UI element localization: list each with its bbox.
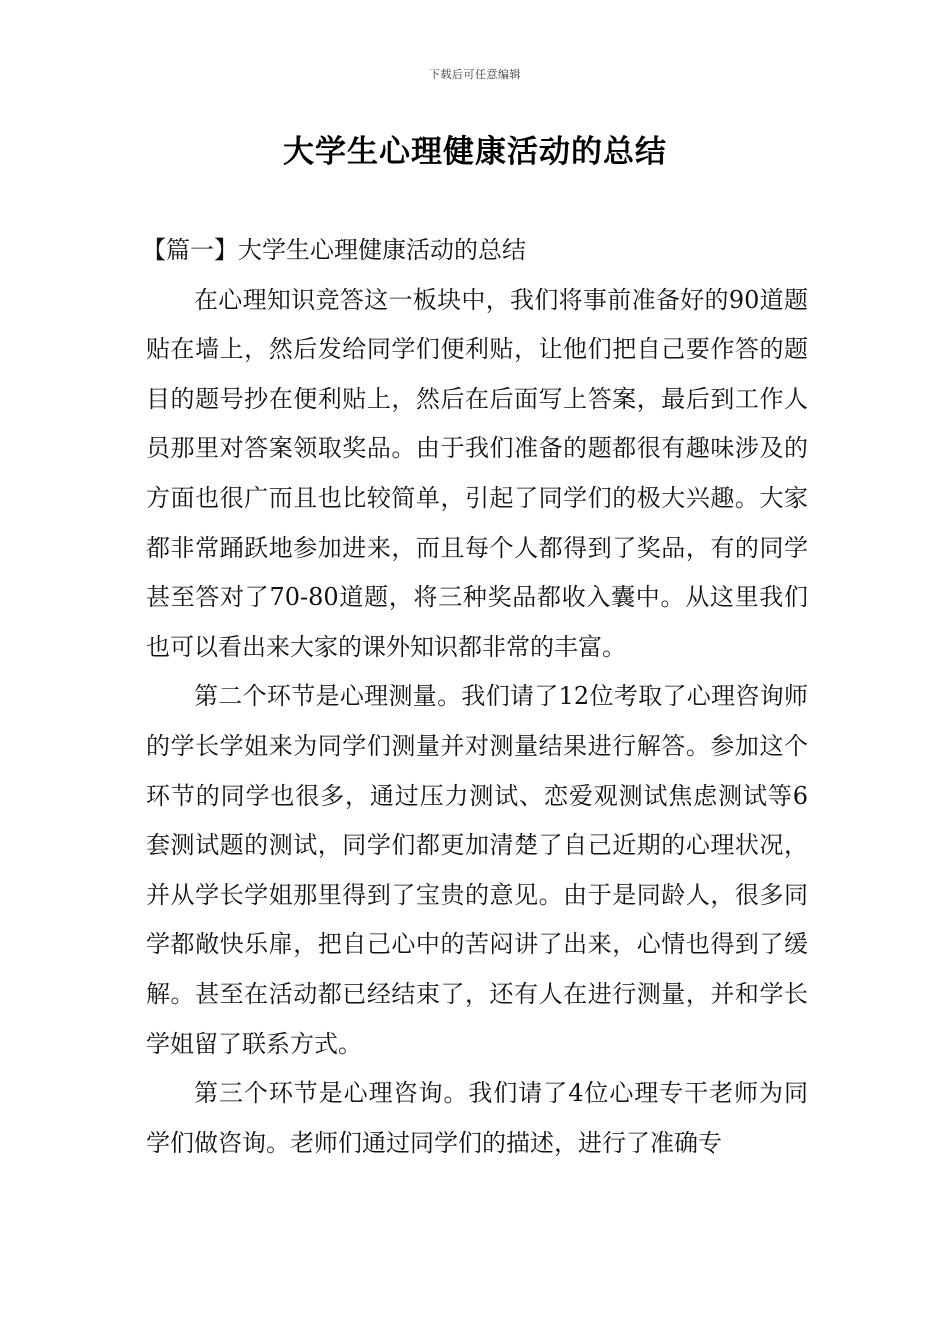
header-note: 下载后可任意编辑 <box>429 68 521 81</box>
document-title: 大学生心理健康活动的总结 <box>283 134 667 170</box>
paragraph-1: 在心理知识竞答这一板块中，我们将事前准备好的90道题贴在墙上，然后发给同学们便利贴，让他们把自己要作答的题目的题号抄在便利贴上，然后在后面写上答案，最后到工作人员那里对答案领取奖品。由于我们准备的题都很有趣味涉及的方面也很广而且也比较简单，引起了同学们的极大兴趣。大家都非常踊跃地参加进来，而且每个人都得到了奖品，有的同学甚至答对了70-80道题，将三种奖品都收入囊中。从这里我们也可以看出来大家的课外知识都非常的丰富。 <box>146 285 808 661</box>
section-heading: 【篇一】大学生心理健康活动的总结 <box>142 236 526 264</box>
document-body <box>142 226 808 1168</box>
paragraph-3: 第三个环节是心理咨询。我们请了4位心理专干老师为同学们做咨询。老师们通过同学们的描述，进行了准确专 <box>146 1079 808 1157</box>
paragraph-2: 第二个环节是心理测量。我们请了12位考取了心理咨询师的学长学姐来为同学们测量并对测量结果进行解答。参加这个环节的同学也很多，通过压力测试、恋爱观测试焦虑测试等6套测试题的测试，同学们都更加清楚了自己近期的心理状况，并从学长学姐那里得到了宝贵的意见。由于是同龄人，很多同学都敞快乐扉，把自己心中的苦闷讲了出来，心情也得到了缓解。甚至在活动都已经结束了，还有人在进行测量，并和学长学姐留了联系方式。 <box>146 682 808 1058</box>
